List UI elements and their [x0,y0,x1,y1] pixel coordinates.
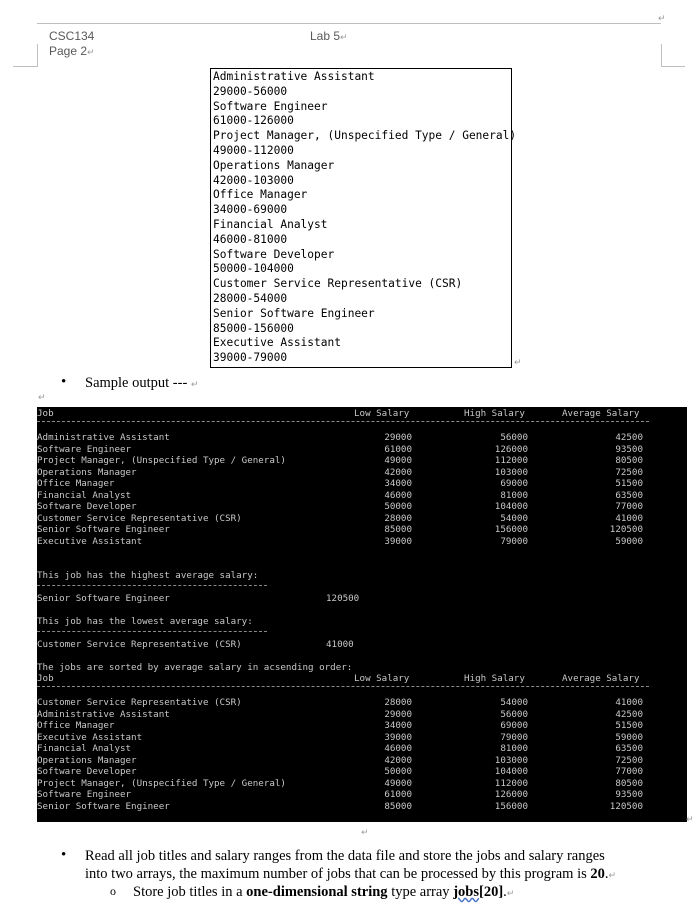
row-job: Administrative Assistant [37,708,170,720]
row-high: 112000 [494,777,528,789]
row-avg: 93500 [615,789,643,800]
instruction-line-2 [85,865,616,885]
row-avg: 120500 [609,524,643,535]
row-low: 29000 [384,708,412,720]
row-high: 79000 [500,731,528,743]
data-file-line: Financial Analyst [213,217,328,231]
header-page [49,44,95,58]
row-low: 46000 [384,743,412,754]
row-job: Project Manager, (Unspecified Type / General) [37,777,286,789]
data-file-content [213,70,517,366]
sub-period: . [503,884,507,900]
row-avg: 41000 [615,512,643,524]
paragraph-mark-icon: ↵ [340,33,348,43]
row-avg: 80500 [615,777,643,789]
instruction-period: . [604,866,609,882]
paragraph-mark-icon: ↵ [686,815,694,825]
row-low: 39000 [384,731,412,743]
paragraph-mark-icon: ↵ [506,889,515,899]
row-low: 49000 [384,777,412,789]
paragraph-mark-icon: ↵ [190,380,199,390]
row-high: 54000 [500,512,528,524]
bullet-dot: • [61,374,67,390]
row-job: Customer Service Representative (CSR) [37,512,242,524]
row-high: 104000 [494,501,528,512]
row-high: 54000 [500,697,528,708]
row-high: 126000 [494,443,528,455]
row-high: 56000 [500,708,528,720]
row-low: 28000 [384,697,412,708]
paragraph-mark-icon: ↵ [658,14,666,24]
row-job: Office Manager [37,478,115,489]
header-page-text: Page 2 [49,44,88,58]
col-header-high: High Salary [464,673,525,684]
data-file-line: 50000-104000 [213,262,294,276]
paragraph-mark-icon: ↵ [38,393,46,403]
row-avg: 63500 [615,743,643,754]
col-header-high: High Salary [464,408,525,419]
row-job: Customer Service Representative (CSR) [37,697,242,708]
paragraph-mark-icon: ↵ [87,48,95,58]
row-job: Operations Manager [37,466,137,478]
row-low: 46000 [384,489,412,501]
array-name: jobs [453,884,479,900]
row-job: Software Developer [37,766,137,777]
row-low: 49000 [384,455,412,466]
sub-bullet-circle: o [110,884,116,898]
paragraph-mark-icon: ↵ [514,358,522,368]
sorted-label: The jobs are sorted by average salary in acsending order: [37,662,353,673]
col-header-avg: Average Salary [562,408,640,419]
bullet-dot: • [61,847,67,863]
sub-text: type array [387,884,454,900]
data-file-line: 85000-156000 [213,321,294,335]
data-file-line: Office Manager [213,188,308,202]
row-job: Software Developer [37,501,137,512]
row-high: 126000 [494,789,528,800]
row-high: 69000 [500,478,528,489]
row-high: 156000 [494,800,528,812]
data-file-line: 42000-103000 [213,173,294,187]
data-file-box [210,68,517,368]
row-job: Administrative Assistant [37,432,170,443]
row-job: Financial Analyst [37,489,132,501]
row-high: 112000 [494,455,528,466]
row-job: Software Engineer [37,443,132,455]
row-low: 42000 [384,466,412,478]
row-high: 69000 [500,720,528,731]
row-low: 50000 [384,766,412,777]
row-avg: 72500 [615,466,643,478]
console-output-window [37,407,687,822]
paragraph-mark-icon: ↵ [361,828,369,838]
instruction-line-1: Read all job titles and salary ranges from the data file and store the jobs and salary ranges [85,848,605,864]
row-low: 29000 [384,432,412,443]
row-avg: 51500 [615,478,643,489]
row-high: 81000 [500,743,528,754]
header-corner-right-h [661,66,685,67]
row-avg: 42500 [615,708,643,720]
header-corner-right-v [661,44,662,66]
instruction-sub-line [133,883,514,903]
row-low: 34000 [384,720,412,731]
lowest-label: This job has the lowest average salary: [37,616,253,627]
row-low: 85000 [384,800,412,812]
row-low: 61000 [384,443,412,455]
row-low: 50000 [384,501,412,512]
instruction-text: into two arrays, the maximum number of jobs that can be processed by this program is [85,866,591,882]
header-lab [310,29,348,43]
top-margin-rule [37,23,661,24]
row-avg: 59000 [615,535,643,547]
data-file-line: Administrative Assistant [213,70,375,83]
col-header-job: Job [37,408,54,419]
data-file-line: Operations Manager [213,158,335,172]
row-avg: 80500 [615,455,643,466]
row-avg: 77000 [615,766,643,777]
data-file-line: 46000-81000 [213,232,288,246]
row-job: Project Manager, (Unspecified Type / General) [37,455,286,466]
row-job: Senior Software Engineer [37,524,170,535]
row-high: 104000 [494,766,528,777]
row-avg: 72500 [615,754,643,766]
lowest-job: Customer Service Representative (CSR) [37,639,242,650]
row-avg: 59000 [615,731,643,743]
row-avg: 93500 [615,443,643,455]
row-job: Office Manager [37,720,115,731]
row-avg: 41000 [615,697,643,708]
row-high: 81000 [500,489,528,501]
highest-value: 120500 [326,593,360,604]
highest-job: Senior Software Engineer [37,593,170,604]
console-separator [37,686,649,687]
row-high: 56000 [500,432,528,443]
row-high: 103000 [494,466,528,478]
sub-text: Store job titles in a [133,884,247,900]
row-avg: 120500 [609,800,643,812]
row-low: 28000 [384,512,412,524]
col-header-low: Low Salary [354,408,410,419]
row-job: Operations Manager [37,754,137,766]
row-high: 79000 [500,535,528,547]
data-file-line: Senior Software Engineer [213,306,375,320]
console-separator [37,421,649,422]
row-high: 103000 [494,754,528,766]
data-file-line: 61000-126000 [213,114,294,128]
header-lab-text: Lab 5 [310,29,341,43]
row-job: Executive Assistant [37,731,143,743]
data-file-line: Customer Service Representative (CSR) [213,277,463,291]
data-file-line: Software Developer [213,247,335,261]
console-separator [37,585,267,586]
header-corner-left-h [13,66,38,67]
row-job: Financial Analyst [37,743,132,754]
sample-output-text: Sample output --- [85,375,188,391]
data-file-line: Executive Assistant [213,336,341,350]
row-job: Executive Assistant [37,535,143,547]
row-low: 34000 [384,478,412,489]
col-header-avg: Average Salary [562,673,640,684]
data-file-line: 29000-56000 [213,84,288,98]
paragraph-mark-icon: ↵ [608,871,617,881]
row-job: Senior Software Engineer [37,800,170,812]
row-low: 85000 [384,524,412,535]
sample-output-label [85,374,198,394]
data-file-line: 39000-79000 [213,351,288,365]
highest-label: This job has the highest average salary: [37,570,259,581]
lowest-value: 41000 [326,639,354,650]
max-jobs-value: 20 [590,866,605,882]
data-file-line: 49000-112000 [213,143,294,157]
row-avg: 63500 [615,489,643,501]
row-avg: 42500 [615,432,643,443]
row-avg: 51500 [615,720,643,731]
row-low: 39000 [384,535,412,547]
data-file-line: Project Manager, (Unspecified Type / General) [213,129,517,143]
header-corner-left-v [37,44,38,66]
sub-bold-type: one-dimensional string [246,884,388,900]
col-header-job: Job [37,673,54,684]
header-course: CSC134 [49,29,95,43]
row-low: 61000 [384,789,412,800]
row-low: 42000 [384,754,412,766]
data-file-line: Software Engineer [213,99,328,113]
array-size: [20] [478,884,504,900]
console-separator [37,631,267,632]
data-file-line: 34000-69000 [213,203,288,217]
data-file-line: 28000-54000 [213,291,288,305]
row-high: 156000 [494,524,528,535]
row-avg: 77000 [615,501,643,512]
col-header-low: Low Salary [354,673,410,684]
row-job: Software Engineer [37,789,132,800]
